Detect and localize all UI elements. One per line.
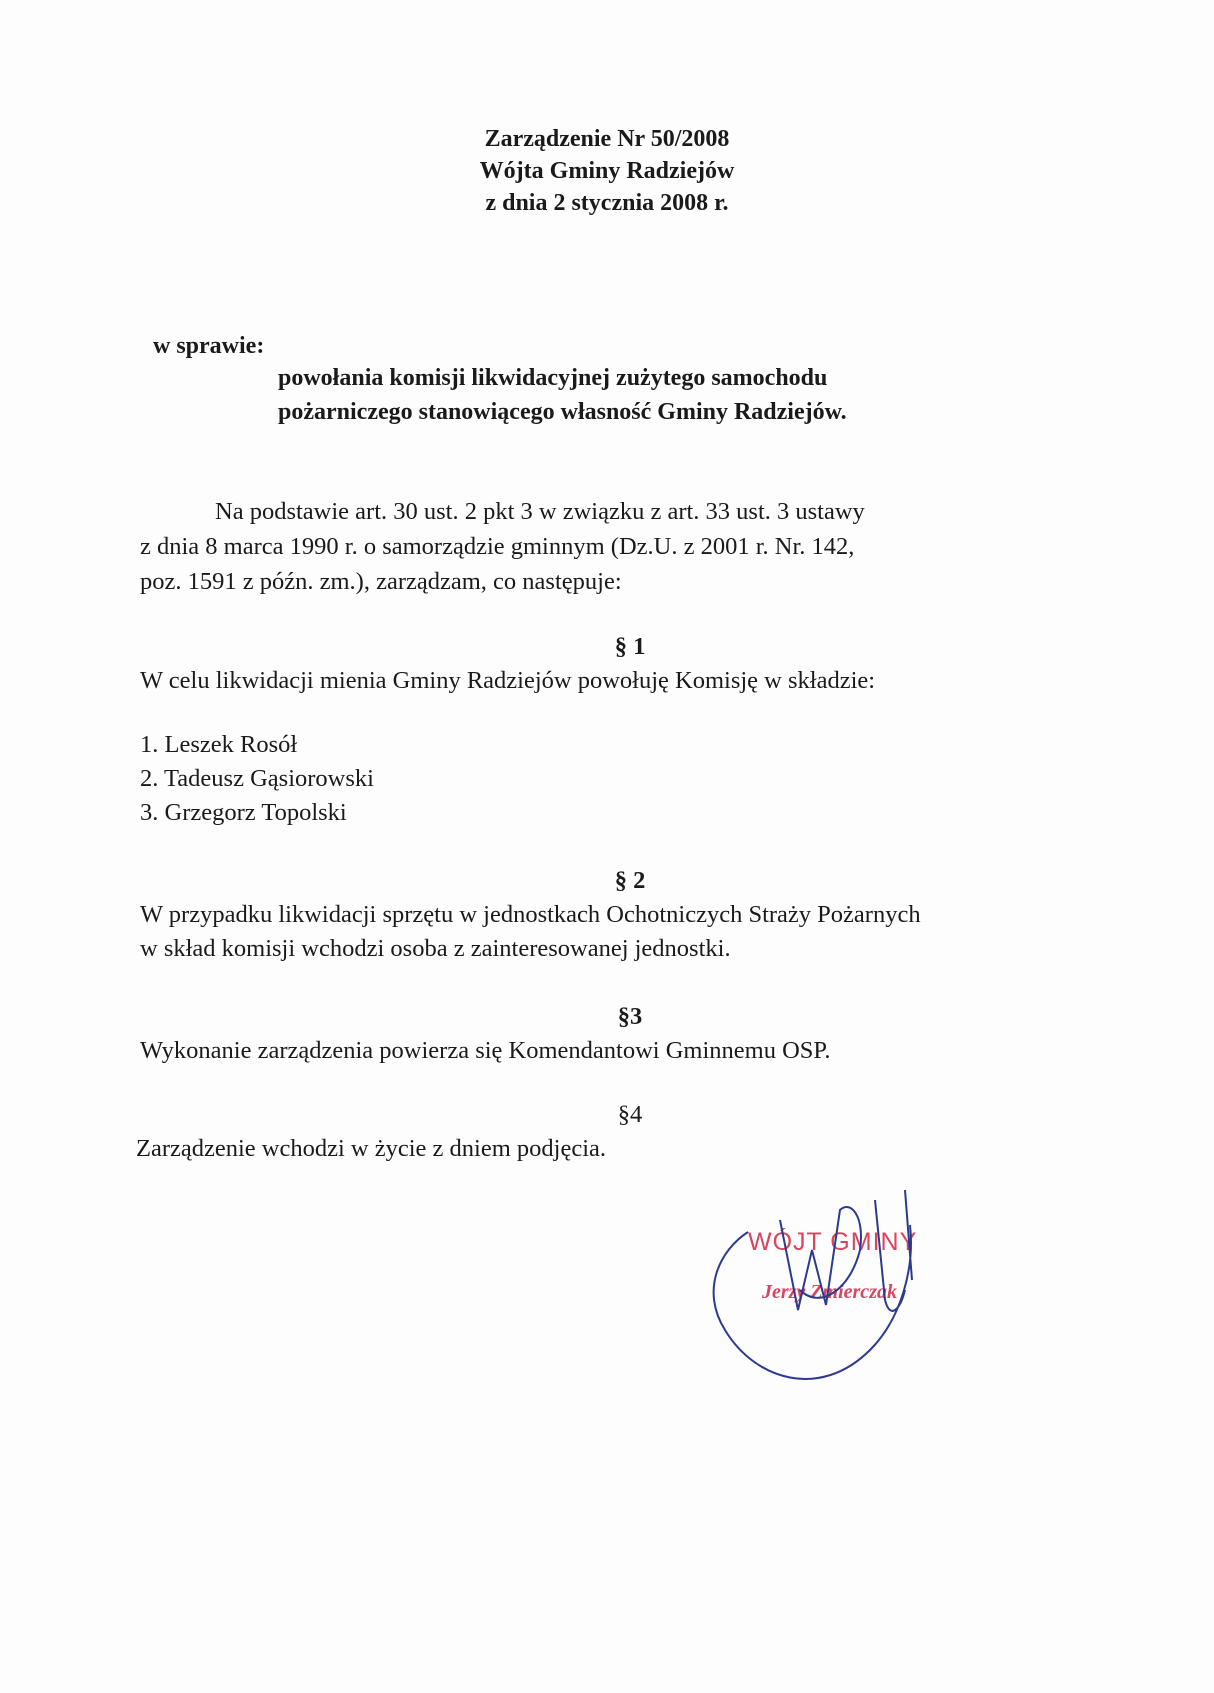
preamble-line-3: poz. 1591 z późn. zm.), zarządzam, co następuje: <box>140 568 622 595</box>
member-1: 1. Leszek Rosół <box>140 731 298 758</box>
section-1-text: W celu likwidacji mienia Gminy Radziejów powołuję Komisję w składzie: <box>140 667 876 694</box>
section-1-title: § 1 <box>614 633 646 660</box>
document-header <box>0 123 1214 219</box>
issuer: Wójta Gminy Radziejów <box>479 158 735 184</box>
section-4-text: Zarządzenie wchodzi w życie z dniem podjęcia. <box>136 1135 607 1162</box>
subject-line-1: powołania komisji likwidacyjnej zużytego samochodu <box>278 365 828 391</box>
preamble-line-2: z dnia 8 marca 1990 r. o samorządzie gminnym (Dz.U. z 2001 r. Nr. 142, <box>140 533 855 560</box>
member-2: 2. Tadeusz Gąsiorowski <box>140 765 374 792</box>
subject-line-2: pożarniczego stanowiącego własność Gminy Radziejów. <box>278 399 847 425</box>
ordinance-number: Zarządzenie Nr 50/2008 <box>484 126 730 152</box>
stamp-title: WÓJT GMINY <box>748 1228 918 1256</box>
preamble-line-1: Na podstawie art. 30 ust. 2 pkt 3 w związku z art. 33 ust. 3 ustawy <box>215 498 865 525</box>
section-3-text: Wykonanie zarządzenia powierza się Komendantowi Gminnemu OSP. <box>140 1037 831 1064</box>
section-4-title: §4 <box>617 1101 643 1128</box>
subject-label: w sprawie: <box>153 333 265 359</box>
member-3: 3. Grzegorz Topolski <box>140 799 347 826</box>
section-2-line-2: w skład komisji wchodzi osoba z zainteresowanej jednostki. <box>140 935 731 962</box>
section-3-title: §3 <box>617 1003 643 1030</box>
stamp-name: Jerzy Zmierczak <box>762 1281 897 1303</box>
issue-date: z dnia 2 stycznia 2008 r. <box>485 190 729 216</box>
section-2-line-1: W przypadku likwidacji sprzętu w jednostkach Ochotniczych Straży Pożarnych <box>140 901 921 928</box>
official-stamp-signature <box>700 1180 980 1420</box>
section-2-title: § 2 <box>614 867 646 894</box>
